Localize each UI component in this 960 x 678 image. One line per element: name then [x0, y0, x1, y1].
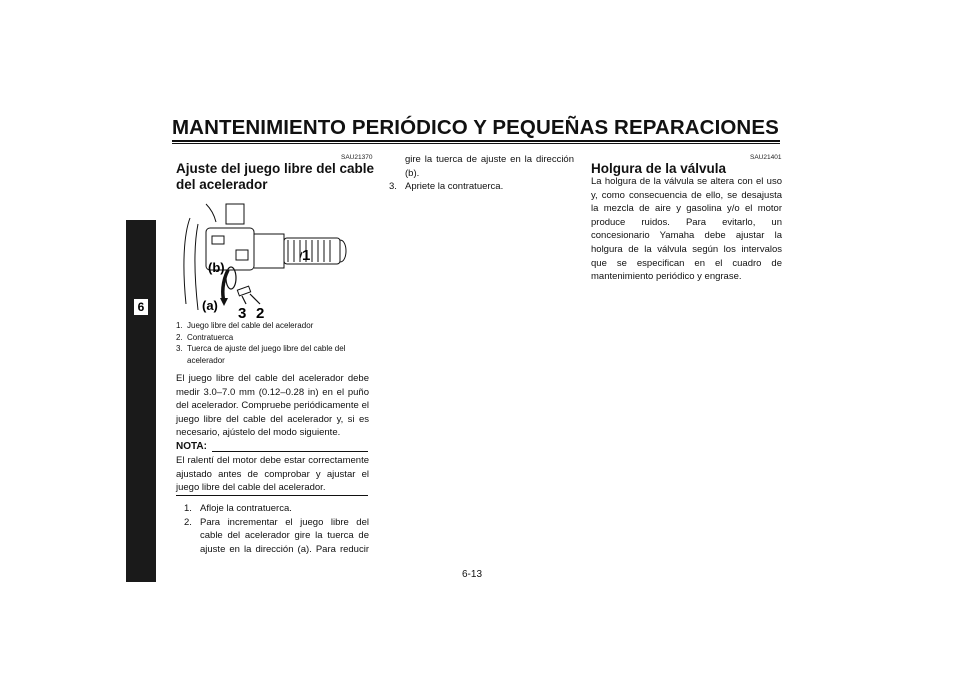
step-item [184, 516, 369, 558]
page-header-title: MANTENIMIENTO PERIÓDICO Y PEQUEÑAS REPARACIONES [172, 116, 779, 139]
legend-item [176, 332, 370, 344]
grip-collar [254, 234, 284, 268]
grip-end [340, 240, 346, 262]
chapter-tab [126, 220, 156, 582]
leader-3 [242, 296, 246, 304]
nota-text: El ralentí del motor debe estar correctamente ajustado antes de comprobar y ajustar el juego libre del cable del acelerador. [176, 455, 369, 494]
legend-item-text: Juego libre del cable del acelerador [187, 321, 314, 330]
figure-label-b: (b) [208, 260, 225, 275]
section2-title: Holgura de la válvula [591, 161, 727, 176]
leader-2 [250, 294, 260, 304]
step-number: 3. [389, 181, 397, 193]
step-text: Apriete la contratuerca. [405, 181, 504, 193]
section1-title [176, 161, 374, 192]
section1-title-line2: del acelerador [176, 176, 268, 192]
mirror-mount [226, 204, 244, 224]
legend-item-text: Tuerca de ajuste del juego libre del cable del acelerador [187, 344, 346, 365]
legend-item-number: 1. [176, 321, 183, 330]
nota-end-rule [176, 495, 368, 496]
step-text: Para incrementar el juego libre del cable del acelerador gire la tuerca de ajuste en la dirección (a). Para reducir [200, 516, 369, 555]
throttle-grip-illustration [176, 194, 370, 318]
section2-code: SAU21401 [750, 154, 782, 161]
step-number: 1. [184, 503, 192, 514]
legend-item [176, 320, 370, 332]
page-number: 6-13 [462, 569, 483, 580]
step-text: gire la tuerca de ajuste en la dirección (b). [405, 153, 574, 179]
step-item [184, 502, 369, 516]
step-item [389, 153, 574, 180]
section1-title-line1: Ajuste del juego libre del cable [176, 161, 375, 176]
frame-line-2 [195, 224, 198, 310]
chapter-number: 6 [134, 299, 148, 315]
legend-item [176, 343, 370, 366]
nota-label: NOTA: [176, 441, 207, 452]
frame-line [184, 218, 190, 304]
steps-list-col1 [184, 502, 369, 558]
cable-line [206, 204, 216, 222]
step-item [389, 180, 574, 194]
step-number [389, 153, 405, 180]
section1-code: SAU21370 [341, 154, 373, 161]
arrow-head-icon [220, 298, 228, 306]
step-number: 2. [184, 516, 192, 528]
figure-label-2: 2 [256, 305, 265, 318]
figure-label-3: 3 [238, 305, 247, 318]
figure-label-1: 1 [302, 247, 311, 264]
section1-body: El juego libre del cable del acelerador debe medir 3.0–7.0 mm (0.12–0.28 in) en el puño del acelerador. Compruebe periódicamente el juego libre del cable del acelerador y, si es necesario, ajústelo del modo siguiente. [176, 373, 369, 439]
step-text: Afloje la contratuerca. [200, 503, 292, 514]
figure-label-a: (a) [202, 298, 218, 313]
figure-legend [176, 320, 370, 366]
switch-button-2 [236, 250, 248, 260]
adjuster-nut [237, 286, 250, 296]
steps-col2-inner [389, 153, 574, 194]
steps-list-col2 [389, 153, 574, 209]
legend-item-number: 3. [176, 344, 183, 353]
header-rule-thin [172, 143, 780, 144]
switch-button [212, 236, 224, 244]
legend-item-number: 2. [176, 332, 183, 342]
section2-body: La holgura de la válvula se altera con el uso y, como consecuencia de ello, se desajusta la mezcla de aire y gasolina y/o el motor produce ruidos. Para evitarlo, un concesionario Yamaha debe ajustar la holgura de la válvula según los intervalos que se especifican en el cuadro de mantenimiento periódico y engrase. [591, 176, 782, 283]
header-rule [172, 140, 780, 142]
nota-rule [212, 451, 368, 452]
legend-item-text: Contratuerca [187, 332, 234, 342]
